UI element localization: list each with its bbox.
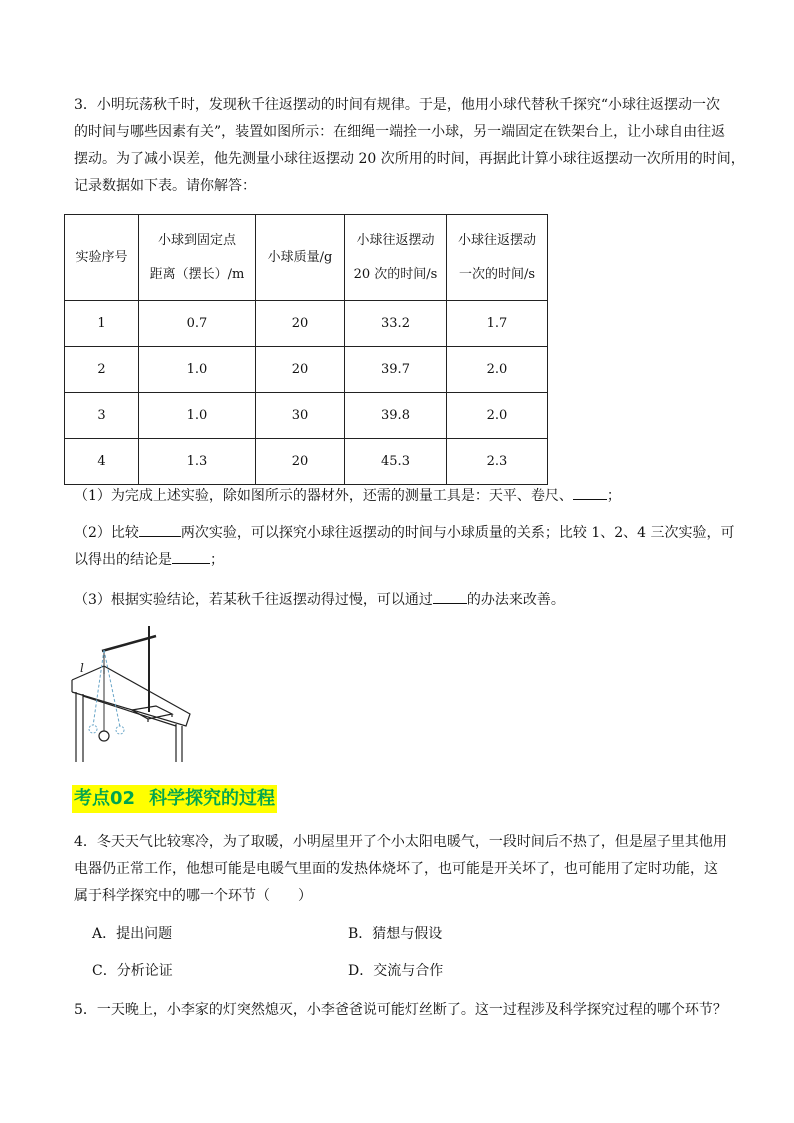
q3-line-2: 的时间与哪些因素有关”，装置如图所示：在细绳一端拴一小球，另一端固定在铁架台上，让小球自由往返 bbox=[74, 124, 726, 140]
q3-sub3-text: （3）根据实验结论，若某秋千往返摆动得过慢，可以通过 bbox=[74, 592, 433, 608]
q3-sub3 bbox=[74, 589, 565, 610]
option-c[interactable]: C．分析论证 bbox=[92, 963, 173, 979]
q3-sub2-conclusion-label: 以得出的结论是 bbox=[74, 552, 172, 568]
table-cell: 4 bbox=[65, 439, 139, 485]
q3-sub1-text: （1）为完成上述实验，除如图所示的器材外，还需的测量工具是：天平、卷尺、 bbox=[74, 488, 573, 504]
q4-line-2: 电器仍正常工作，他想可能是电暖气里面的发热体烧坏了，也可能是开关坏了，也可能用了定时功能，这 bbox=[74, 861, 718, 877]
q3-line-1: 3．小明玩荡秋千时，发现秋千往返摆动的时间有规律。于是，他用小球代替秋千探究“小球往返摆动一次 bbox=[74, 97, 721, 113]
table-cell: 20 bbox=[256, 301, 345, 347]
header-ball-mass: 小球质量/g bbox=[256, 215, 345, 301]
table-cell: 45.3 bbox=[345, 439, 447, 485]
header-time-20: 小球往返摆动 20 次的时间/s bbox=[345, 215, 447, 301]
table-cell: 1.0 bbox=[139, 393, 256, 439]
q3-line-4: 记录数据如下表。请你解答： bbox=[74, 178, 256, 194]
table-cell: 2 bbox=[65, 347, 139, 393]
header-trial-number: 实验序号 bbox=[65, 215, 139, 301]
q3-sub2-text: 两次实验，可以探究小球往返摆动的时间与小球质量的关系；比较 1、2、4 三次实验，可 bbox=[180, 525, 735, 541]
section-title: 科学探究的过程 bbox=[149, 788, 276, 809]
q3-sub2-line2 bbox=[74, 549, 224, 570]
section-prefix: 考点 bbox=[74, 788, 110, 809]
table-cell: 39.8 bbox=[345, 393, 447, 439]
table-row bbox=[65, 301, 548, 347]
header-pendulum-length: 小球到固定点 距离（摆长）/m bbox=[139, 215, 256, 301]
table-header-row bbox=[65, 215, 548, 301]
table-row bbox=[65, 439, 548, 485]
table-row bbox=[65, 393, 548, 439]
table-cell: 2.3 bbox=[447, 439, 548, 485]
table-row bbox=[65, 347, 548, 393]
header-time-1: 小球往返摆动 一次的时间/s bbox=[447, 215, 548, 301]
q3-sub2-prefix: （2）比较 bbox=[74, 525, 139, 541]
table-cell: 1.3 bbox=[139, 439, 256, 485]
table-cell: 1.0 bbox=[139, 347, 256, 393]
table-cell: 1.7 bbox=[447, 301, 548, 347]
table-cell: 1 bbox=[65, 301, 139, 347]
option-d[interactable]: D．交流与合作 bbox=[348, 963, 444, 979]
table-cell: 20 bbox=[256, 439, 345, 485]
q5-text: 5．一天晚上，小李家的灯突然熄灭，小李爸爸说可能灯丝断了。这一过程涉及科学探究过程的哪个环节？ bbox=[74, 1002, 727, 1018]
answer-blank[interactable] bbox=[139, 522, 181, 537]
table-cell: 0.7 bbox=[139, 301, 256, 347]
table-cell: 30 bbox=[256, 393, 345, 439]
q3-sub1 bbox=[74, 485, 621, 506]
q3-sub1-end: ； bbox=[606, 488, 621, 504]
table-cell: 39.7 bbox=[345, 347, 447, 393]
option-a[interactable]: A．提出问题 bbox=[92, 926, 173, 942]
answer-blank[interactable] bbox=[573, 485, 607, 500]
answer-blank[interactable] bbox=[172, 549, 210, 564]
q4-line-3: 属于科学探究中的哪一个环节（ ） bbox=[74, 888, 312, 904]
q3-sub2-line1 bbox=[74, 522, 735, 543]
q3-sub3-end: 的办法来改善。 bbox=[466, 592, 565, 608]
experiment-table bbox=[64, 214, 548, 485]
length-label: l bbox=[80, 661, 84, 675]
section-heading bbox=[72, 785, 277, 813]
table-cell: 2.0 bbox=[447, 347, 548, 393]
pendulum-apparatus-figure bbox=[66, 622, 196, 767]
table-cell: 2.0 bbox=[447, 393, 548, 439]
q3-line-3: 摆动。为了减小误差，他先测量小球往返摆动 20 次所用的时间，再据此计算小球往返摆动一次所用的时间， bbox=[74, 151, 745, 167]
table-cell: 33.2 bbox=[345, 301, 447, 347]
section-number: 02 bbox=[110, 788, 136, 809]
option-b[interactable]: B．猜想与假设 bbox=[348, 926, 443, 942]
table-cell: 20 bbox=[256, 347, 345, 393]
q4-line-1: 4．冬天天气比较寒冷，为了取暖，小明屋里开了个小太阳电暖气，一段时间后不热了，但是屋子里其他用 bbox=[74, 834, 727, 850]
q3-sub2-end: ； bbox=[210, 552, 224, 568]
table-cell: 3 bbox=[65, 393, 139, 439]
answer-blank[interactable] bbox=[433, 589, 467, 604]
